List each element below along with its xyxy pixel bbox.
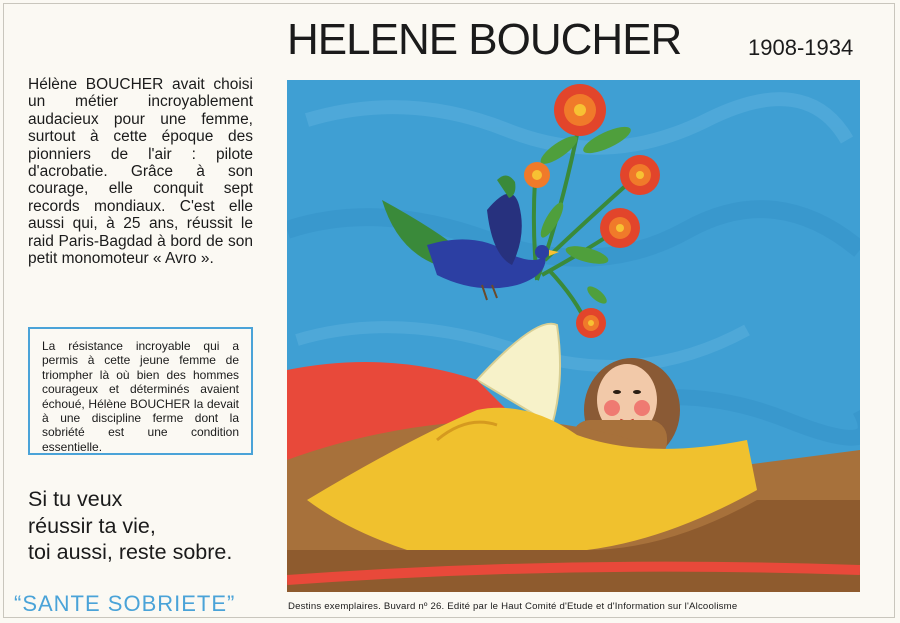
page-title: HELENE BOUCHER — [287, 15, 682, 64]
illustration-svg — [287, 80, 860, 592]
slogan-line-3: toi aussi, reste sobre. — [28, 540, 233, 564]
boxed-note: La résistance incroyable qui a permis à cette jeune femme de triompher là où bien des hommes courageux et déterminés avaient échoué, Hélène BOUCHER la devait à une discipline ferme dont la sobriété est une condition essentielle. — [28, 327, 253, 455]
slogan-line-1: Si tu veux — [28, 487, 123, 511]
slogan — [28, 486, 273, 566]
life-dates: 1908-1934 — [748, 35, 854, 60]
footer-credits: Destins exemplaires. Buvard nº 26. Edité par le Haut Comité d'Etude et d'Information sur l'Alcoolisme — [288, 601, 738, 612]
slogan-line-2: réussir ta vie, — [28, 513, 156, 538]
biography-text: Hélène BOUCHER avait choisi un métier incroyablement audacieux pour une femme, surtout à cette époque des pionniers de l'air : pilote d'acrobatie. Grâce à son courage, elle conquit sept records mondiaux. C'est elle aussi qui, à 25 ans, réussit le raid Paris-Bagdad à bord de son petit monomoteur « Avro ». — [28, 76, 253, 268]
flower-small — [524, 162, 550, 188]
illustration — [287, 80, 860, 592]
flower-large — [554, 84, 606, 136]
flower-bottom — [576, 308, 606, 338]
brand-slogan: “SANTE SOBRIETE” — [14, 591, 236, 616]
flower-middle — [600, 208, 640, 248]
flower-right — [620, 155, 660, 195]
